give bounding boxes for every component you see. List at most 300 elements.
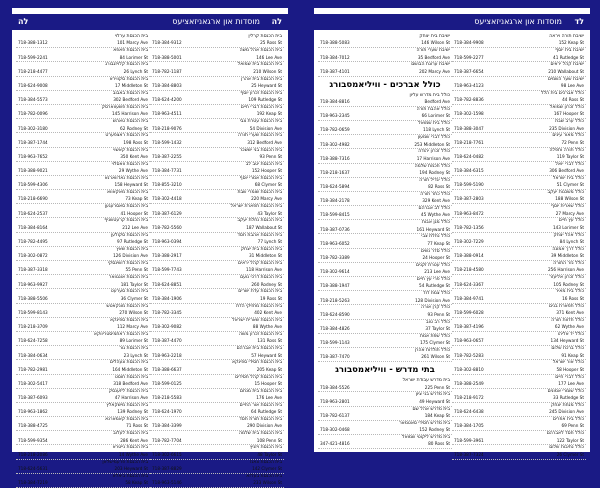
listing-name: בית הכנסת ליזענסק (108, 388, 148, 394)
listing-phone: 718-387-6093 (18, 395, 48, 401)
listing-address: 80 Ross St (428, 441, 450, 447)
list-item (16, 119, 150, 133)
listing-address: 112 Marcy Ave (117, 324, 148, 330)
listing-address: 77 Keap St (427, 240, 450, 246)
list-item (452, 162, 586, 176)
listing-phone: 718-624-9008 (18, 82, 48, 88)
listing-name: בית הכנסת שומרי שבת (237, 190, 282, 196)
listing-name: בית הכנסת בית אהרן (241, 76, 282, 82)
listing-phone: 718-218-3709 (18, 324, 48, 330)
listing-name: בית הכנסת תפארת ישראל (230, 204, 282, 210)
listing-phone: 718-387-1744 (18, 139, 48, 145)
list-item (16, 417, 150, 431)
listing-phone: 718-963-2345 (320, 113, 350, 119)
list-item (16, 133, 150, 147)
listing-name: בית הכנסת אונגוואר (108, 275, 148, 281)
listing-name: כולל סדר נשים (420, 248, 450, 254)
list-item (150, 460, 284, 474)
listing-address: 37 Taylor St (425, 325, 450, 331)
listing-phone: 718-384-4826 (320, 325, 350, 331)
list-item (16, 261, 150, 275)
listing-name: בית הכנסת בית מנחם (239, 388, 282, 394)
listing-name: בית הכנסת יטב לב (245, 161, 282, 167)
listing-phone: 718-388-3047 (454, 125, 484, 131)
list-item (452, 119, 586, 133)
list-item (150, 332, 284, 346)
listing-phone: 718-782-5560 (152, 224, 182, 230)
list-item (318, 48, 452, 62)
listing-address: 161 Heyward St (416, 226, 450, 232)
listing-name: בית הכנסת בית אברהם (236, 346, 282, 352)
list-item (452, 417, 586, 431)
listing-phone: 718-782-0659 (320, 127, 350, 133)
list-item (150, 176, 284, 190)
listing-phone: 718-599-5190 (454, 182, 484, 188)
listing-phone: 718-387-6129 (152, 210, 182, 216)
list-item (318, 392, 452, 406)
list-item (150, 190, 284, 204)
listing-phone: 718-624-3367 (454, 281, 484, 287)
listing-phone: 718-782-3389 (320, 255, 350, 261)
list-item (150, 218, 284, 232)
listing-name: כולל משכנות יעקב (547, 190, 584, 196)
listing-name: ישיבת תורה ויראה (549, 34, 584, 39)
list-item (150, 431, 284, 445)
listing-name: בית הכנסת ביאלא (112, 473, 148, 479)
listing-address: 290 Division Ave (247, 423, 282, 429)
listing-name: כולל דברי חיים (555, 374, 584, 380)
listing-name: כולל קרן אורה (421, 305, 450, 311)
listing-phone: 718-387-4196 (454, 324, 484, 330)
listing-name: בית הכנסת וואסלוי (111, 161, 148, 167)
list-item (318, 135, 452, 149)
listing-address: 175 Clymer St (420, 340, 450, 346)
list-item (16, 318, 150, 332)
listing-address: 210 Wilson St (253, 68, 282, 74)
listing-address: 41 Rutledge St (553, 54, 584, 60)
listing-name: בית הכנסת צאנז (249, 459, 282, 465)
listing-phone: 718-624-7258 (18, 338, 48, 344)
listing-name: ישיבת בית יצחק (419, 34, 450, 39)
listing-name: בית מדרש ליקוטי שמואל (401, 434, 450, 440)
listing-address: 152 Hooper St (251, 168, 282, 174)
listing-address: 176 Lee Ave (256, 395, 282, 401)
listing-phone: 718-388-5001 (152, 54, 182, 60)
list-item (150, 360, 284, 374)
listing-address: 146 Lee Ave (256, 54, 282, 60)
listing-address: 146 Wilson St (421, 40, 450, 46)
listing-address: 245 Division Ave (549, 409, 584, 415)
listing-phone: 718-388-2549 (454, 380, 484, 386)
list-item (318, 334, 452, 348)
list-item (150, 233, 284, 247)
listing-phone: 718-599-3961 (454, 437, 484, 443)
listing-name: בית מדרש עבודת ישראל (402, 378, 450, 384)
list-item (452, 445, 586, 459)
list-item (150, 133, 284, 147)
listing-address: 109 Rutledge St (248, 97, 282, 103)
list-item (318, 421, 452, 435)
listing-phone: 718-624-5894 (320, 184, 350, 190)
list-item (150, 417, 284, 431)
listing-phone: 718-963-8472 (454, 210, 484, 216)
listing-address: 84 Lynch St (559, 239, 584, 245)
listing-phone: 718-388-9021 (18, 168, 48, 174)
right-page-column-left (318, 34, 452, 448)
listing-name: בית הכנסת ערלוי (114, 34, 148, 39)
listing-name: בית הכנסת מחזיקי הדת (236, 303, 282, 309)
list-item (452, 346, 586, 360)
listing-name: כולל זכרון יהודה (418, 149, 450, 155)
listing-phone: 718-599-8415 (320, 212, 350, 218)
listing-address: 118 Harrison Ave (246, 267, 282, 273)
listing-name: ישיבת ערוגת הבושם (411, 62, 450, 68)
listing-name: בית מדרש אהל שם (412, 406, 450, 412)
listing-address: 62 Wythe Ave (554, 324, 584, 330)
listing-name: בית הכנסת ראצפערט (105, 133, 148, 139)
listing-address: 66 Lorimer St (421, 113, 450, 119)
listing-name: בית הכנסת סאסרעגען (104, 204, 148, 210)
listing-address: 97 Rutledge St (117, 239, 148, 245)
listing-phone: 718-218-9172 (454, 395, 484, 401)
listing-name: בית הכנסת קלויזנבורג (105, 62, 148, 68)
list-item (16, 233, 150, 247)
listing-address: 188 Wilson St (555, 196, 584, 202)
list-item (452, 375, 586, 389)
listing-address: 15 Hooper St (254, 380, 282, 386)
listing-address: 88 Wythe Ave (252, 324, 282, 330)
listing-name: בית הכנסת אהבת חסד (237, 232, 282, 238)
list-item (16, 91, 150, 105)
list-item (16, 332, 150, 346)
listing-phone: 718-384-7219 (18, 480, 48, 486)
listing-name: בית הכנסת דרכי נועם (240, 275, 282, 281)
listing-name: כולל רב טוב (426, 319, 450, 325)
listing-address: 371 Kent Ave (556, 309, 584, 315)
listing-address: 91 Keap St (561, 352, 584, 358)
listing-phone: 347-421-4816 (320, 441, 350, 447)
listing-phone: 718-302-4982 (320, 141, 350, 147)
header-title: מוסדות און ארגאניזאציעס (474, 17, 562, 26)
listing-name: כולל שפת אמת (419, 333, 450, 339)
listing-name: כולל ערב שבת (555, 119, 584, 125)
list-item (452, 77, 586, 91)
listing-phone: 718-388-4725 (18, 423, 48, 429)
right-page (314, 8, 590, 457)
listing-address: 184 Keap St (424, 412, 450, 418)
listing-phone: 718-599-6028 (454, 309, 484, 315)
listing-address: 43 Taylor St (257, 210, 282, 216)
listing-address: 256 Harrison Ave (548, 267, 584, 273)
listing-address: 29 Wythe Ave (118, 168, 148, 174)
listing-phone: 718-387-8829 (152, 466, 182, 472)
list-item (150, 247, 284, 261)
listing-phone: 718-963-2218 (152, 352, 182, 358)
listing-name: בית הכנסת קרלין (248, 34, 282, 39)
listing-address: 225 Penn St (424, 384, 450, 390)
listing-name: בית הכנסת סערעט (110, 289, 148, 295)
listing-address: 54 Rutledge St (419, 283, 450, 289)
list-item (318, 291, 452, 305)
list-item (318, 107, 452, 121)
listing-phone: 718-388-7316 (320, 155, 350, 161)
listing-address: 105 Rodney St (553, 281, 584, 287)
list-item (16, 431, 150, 445)
list-item (16, 275, 150, 289)
list-item (318, 407, 452, 421)
listing-phone: 718-782-2981 (18, 366, 48, 372)
listing-address: 14 Wythe Ave (118, 451, 148, 457)
list-item (150, 261, 284, 275)
listing-name: כולל בית מדרש עליון (409, 92, 450, 98)
listing-address: 108 Penn St (256, 437, 282, 443)
list-item (16, 105, 150, 119)
listing-name: בית הכנסת חוסט (114, 374, 148, 380)
listing-name: בית הכנסת פרעמישלאן (102, 459, 148, 465)
listing-address: 194 Rodney St (419, 169, 450, 175)
listing-phone: 718-388-1947 (320, 283, 350, 289)
list-item (16, 360, 150, 374)
listing-phone: 718-388-2917 (152, 253, 182, 259)
listing-phone: 718-384-1705 (454, 423, 484, 429)
list-item (150, 105, 284, 119)
listing-name: כולל אברכים בית הלל (540, 90, 584, 96)
listing-address: 350 Kent Ave (120, 153, 148, 159)
list-item (150, 289, 284, 303)
list-item (150, 403, 284, 417)
listing-address: 72 Penn St (561, 139, 584, 145)
listing-phone: 718-302-5417 (18, 380, 48, 386)
listing-name: כולל מגן אבות (421, 220, 450, 226)
list-item (16, 77, 150, 91)
list-item (452, 105, 586, 119)
listing-address: 54 Division Ave (249, 125, 282, 131)
listing-address: 16 Ross St (562, 295, 584, 301)
listing-address: 35 Bedford Ave (417, 54, 450, 60)
listing-address: 203 Heyward St (114, 466, 148, 472)
list-item (16, 247, 150, 261)
listing-address: 25 Ross St (260, 40, 282, 46)
listing-address: 58 Keap St (125, 480, 148, 486)
listing-address: 142 Clymer St (252, 466, 282, 472)
listing-phone: 718-384-8164 (18, 224, 48, 230)
listing-address: 210 Wallabout St (548, 68, 584, 74)
listing-phone: 718-384-5573 (18, 97, 48, 103)
listing-name: בית הכנסת נחלת יעקב (237, 218, 282, 224)
listing-name: בית הכנסת פאפא (113, 48, 148, 54)
listing-phone: 718-218-4580 (454, 267, 484, 273)
listing-address: 98 Lee Ave (560, 82, 584, 88)
list-item (150, 346, 284, 360)
listing-address: 47 Harrison Ave (114, 395, 148, 401)
list-item (16, 445, 150, 459)
listing-address: 143 Lorimer St (552, 224, 584, 230)
listing-address: Bedford Ave (424, 98, 450, 104)
listing-name: בית הכנסת מישקאלץ (106, 402, 148, 408)
listing-name: בית הכנסת לעלוב (113, 431, 148, 437)
listing-address: 44 Ross St (562, 97, 584, 103)
listing-address: 26 Lynch St (123, 68, 148, 74)
listing-name: בית הכנסת צעהלים (109, 360, 148, 366)
listing-phone: 718-384-5526 (320, 384, 350, 390)
listing-address: 51 Clymer St (556, 182, 584, 188)
list-item (150, 375, 284, 389)
list-item (150, 62, 284, 76)
listing-name: בית הכנסת זכרון משה (239, 331, 282, 337)
listing-address: 36 Clymer St (120, 295, 148, 301)
list-item (318, 149, 452, 163)
list-item (318, 378, 452, 392)
listing-phone: 718-384-7012 (320, 54, 350, 60)
listing-name: כולל מנחת יצחק (551, 402, 584, 408)
listing-phone: 718-302-4418 (152, 196, 182, 202)
list-item (452, 431, 586, 445)
list-item (452, 360, 586, 374)
listing-phone: 718-388-6637 (152, 366, 182, 372)
list-item (150, 34, 284, 48)
list-item (150, 77, 284, 91)
listing-address: 58 Hooper St (556, 366, 584, 372)
list-item (150, 445, 284, 459)
listing-phone: 718-963-4511 (152, 111, 182, 117)
list-item (452, 190, 586, 204)
listing-name: בית הכנסת בית יצחק (240, 246, 282, 252)
listing-address: 302 Bedford Ave (113, 97, 148, 103)
listing-phone: 718-387-4101 (320, 68, 350, 74)
listing-address: 202 Marcy Ave (419, 68, 450, 74)
listing-name: כולל אור ישראל (552, 360, 584, 366)
listing-address: 192 Keap St (256, 111, 282, 117)
list-item (16, 34, 150, 48)
listing-phone: 718-302-0468 (320, 427, 350, 433)
listing-address: 212 Lee Ave (122, 224, 148, 230)
listing-phone: 718-384-3399 (152, 423, 182, 429)
listing-name: בית הכנסת קרעטשניף (104, 218, 148, 224)
listing-phone: 718-963-6052 (320, 240, 350, 246)
listing-address: 93 Penn St (427, 311, 450, 317)
listing-address: 167 Hooper St (553, 111, 584, 117)
list-item (452, 247, 586, 261)
listing-name: כולל חסד לאברהם (546, 431, 584, 437)
listing-phone: 718-388-5083 (320, 40, 350, 46)
left-page-column-left (16, 34, 150, 486)
listing-name: כולל נתיבות שלום (549, 445, 584, 451)
listing-address: 48 Taylor St (257, 451, 282, 457)
listing-phone: 718-624-5631 (18, 466, 48, 472)
list-item (452, 289, 586, 303)
list-item (452, 389, 586, 403)
listing-phone: 718-963-1862 (18, 409, 48, 415)
listing-address: 73 Keap St (125, 196, 148, 202)
listing-address: 93 Penn St (259, 153, 282, 159)
listing-address: 139 Rodney St (117, 409, 148, 415)
list-item (318, 164, 452, 178)
right-page-column-right (452, 34, 586, 457)
listing-name: ישיבת קהל יראים (550, 62, 584, 68)
listing-name: בית הכנסת שאץ (116, 246, 148, 252)
listing-phone: 718-963-7652 (18, 153, 48, 159)
page-number-alt: לה (18, 17, 29, 26)
listing-address: 220 Marcy Ave (251, 196, 282, 202)
listing-phone: 718-624-4200 (152, 97, 182, 103)
listing-name: בית מדרש חסידי סאטמאר (399, 420, 450, 426)
listing-phone: 718-782-1187 (152, 68, 182, 74)
listing-name: בית הכנסת גור (119, 346, 148, 352)
listing-address: 312 Bedford Ave (247, 139, 282, 145)
section-title-kollelim: כולל אברכים - וויליאמסבורג (329, 79, 441, 90)
list-item (318, 234, 452, 248)
listing-name: כולל זכרון שמואל (549, 104, 584, 110)
listing-phone: 718-302-7229 (454, 239, 484, 245)
listing-address: 33 Rutledge St (553, 395, 584, 401)
listing-name: בית הכנסת חסידי ספינקא (232, 360, 282, 366)
listing-name: בית הכנסת קהל יראים (238, 261, 282, 266)
listing-phone: 718-387-0736 (320, 226, 350, 232)
listing-phone: 718-624-2537 (18, 210, 48, 216)
listing-name: בית הכנסת קהל חסידים (235, 374, 282, 380)
listing-address: 122 Taylor St (556, 437, 584, 443)
listing-phone: 718-384-0634 (18, 352, 48, 358)
list-item (150, 162, 284, 176)
list-item (318, 249, 452, 263)
listing-phone: 718-782-8836 (454, 97, 484, 103)
list-item (150, 474, 284, 488)
listing-phone: 718-782-0096 (18, 111, 48, 117)
listing-name: כולל לב אברהם (418, 206, 450, 212)
listing-phone: 718-384-9312 (152, 40, 182, 46)
list-item (16, 474, 150, 488)
listing-phone: 718-624-0482 (454, 153, 484, 159)
list-item (318, 263, 452, 277)
listing-address: 187 Wallabout St (246, 224, 282, 230)
listing-address: 82 Ross St (428, 184, 450, 190)
listing-name: כולל כתר תורה (420, 191, 450, 197)
listing-address: 19 Ross St (260, 295, 282, 301)
bottom-block (318, 378, 452, 449)
listing-phone: 718-599-7743 (152, 267, 182, 273)
listing-address: 26 Clymer St (556, 451, 584, 457)
listing-name: כולל בית שמואל (418, 120, 450, 126)
list-item (16, 403, 150, 417)
listing-name: בית הכנסת קאשוי (113, 147, 148, 153)
listing-address: 131 Ross St (257, 338, 282, 344)
listing-phone: 718-384-7731 (152, 168, 182, 174)
list-item (16, 162, 150, 176)
list-item (452, 34, 586, 48)
listing-name: כולל נחלת צבי (421, 234, 450, 240)
list-item (452, 133, 586, 147)
listing-phone: 718-387-4470 (152, 338, 182, 344)
listing-address: 77 Lynch St (257, 239, 282, 245)
listing-phone: 718-302-9082 (152, 324, 182, 330)
listing-address: 57 Heyward St (251, 352, 282, 358)
listing-name: בית הכנסת באבוב (112, 90, 148, 96)
listing-address: 23 Lynch St (123, 352, 148, 358)
listing-name: בית הכנסת עדת ישרים (238, 289, 282, 295)
list-item (16, 190, 150, 204)
listing-address: 177 Lee Ave (558, 380, 584, 386)
listing-phone: 718-963-4123 (454, 82, 484, 88)
listing-name: כולל תורה ותפלה (549, 147, 584, 153)
listing-name: בית הכנסת שערי תורה (238, 133, 282, 139)
left-page-column-right (150, 34, 284, 486)
listing-name: בית הכנסת טאהש (112, 119, 148, 125)
listing-address: 41 Hooper St (120, 210, 148, 216)
list-item (452, 204, 586, 218)
listing-phone: 718-599-0125 (152, 380, 182, 386)
listing-name: בית הכנסת מאקאווא (107, 190, 148, 196)
listing-address: 164 Middleton St (112, 366, 148, 372)
